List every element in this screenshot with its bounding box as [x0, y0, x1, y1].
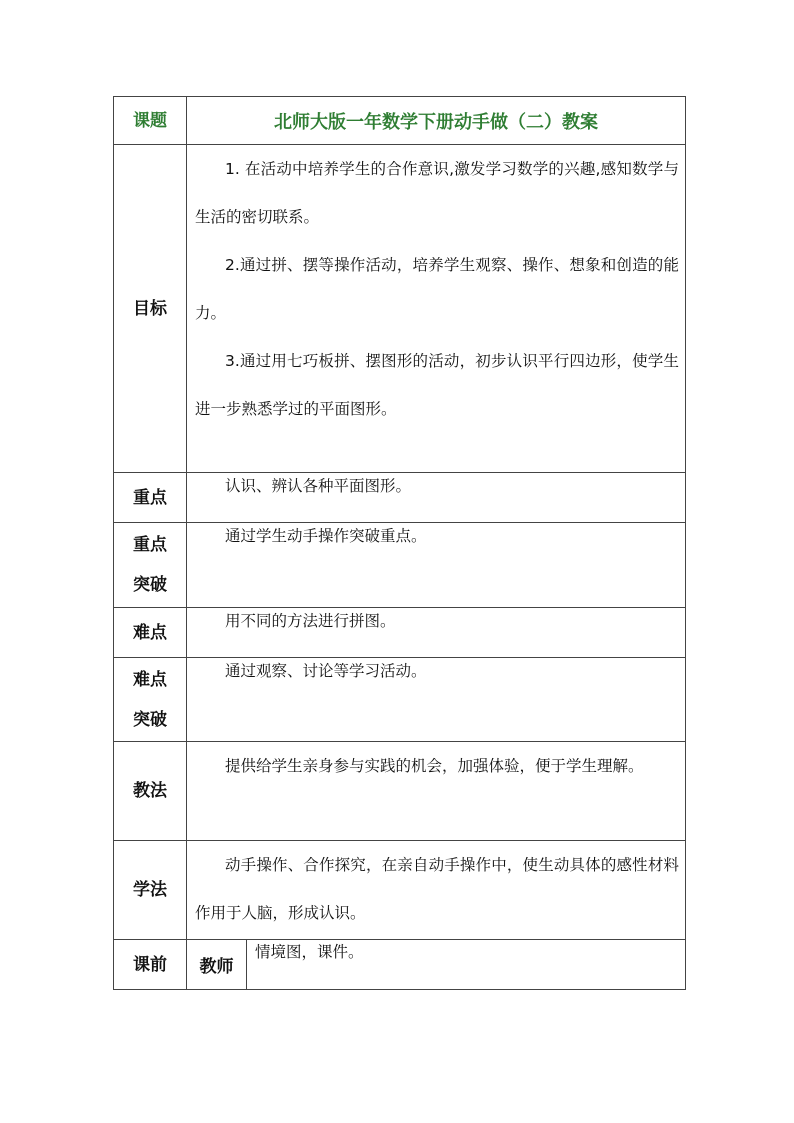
teaching-method-content: [187, 742, 686, 841]
key-breakthrough-label-line2: 突破: [133, 575, 167, 595]
difficulty-text: 用不同的方法进行拼图。: [225, 612, 396, 630]
learning-method-text: 动手操作、合作探究，在亲自动手操作中，使生动具体的感性材料作用于人脑，形成认识。: [195, 856, 679, 922]
learning-method-label: 学法: [114, 841, 187, 940]
difficulty-content: [187, 608, 686, 658]
topic-label: 课题: [114, 97, 187, 145]
difficulty-breakthrough-label-line2: 突破: [133, 709, 167, 730]
header-row: [114, 97, 686, 145]
pre-class-label: 课前: [114, 940, 187, 990]
key-point-content: [187, 473, 686, 523]
difficulty-label: 难点: [114, 608, 187, 658]
teaching-method-text: 提供给学生亲身参与实践的机会，加强体验，便于学生理解。: [225, 757, 644, 775]
key-breakthrough-label-line1: 重点: [133, 535, 167, 555]
key-breakthrough-label: [114, 523, 187, 608]
pre-class-text: 情境图，课件。: [255, 943, 364, 961]
key-breakthrough-row: [114, 523, 686, 608]
teaching-method-row: [114, 742, 686, 841]
key-point-text: 认识、辨认各种平面图形。: [225, 477, 412, 495]
teaching-method-label: 教法: [114, 742, 187, 841]
key-breakthrough-content: [187, 523, 686, 608]
goal-item-3: 3.通过用七巧板拼、摆图形的活动，初步认识平行四边形，使学生进一步熟悉学过的平面图形。: [195, 352, 679, 418]
goals-content: [187, 145, 686, 473]
key-point-label: 重点: [114, 473, 187, 523]
lesson-title: 北师大版一年数学下册动手做（二）教案: [187, 97, 686, 145]
difficulty-breakthrough-row: [114, 658, 686, 742]
difficulty-breakthrough-content: [187, 658, 686, 742]
learning-method-row: [114, 841, 686, 940]
difficulty-breakthrough-label-line1: 难点: [133, 669, 167, 690]
lesson-plan-table: [113, 96, 686, 990]
pre-class-row: [114, 940, 686, 990]
key-breakthrough-text: 通过学生动手操作突破重点。: [225, 527, 427, 545]
difficulty-breakthrough-text: 通过观察、讨论等学习活动。: [225, 662, 427, 680]
goals-row: [114, 145, 686, 473]
goals-label: 目标: [114, 145, 187, 473]
teacher-label: 教师: [187, 940, 247, 990]
learning-method-content: [187, 841, 686, 940]
goal-item-2: 2.通过拼、摆等操作活动，培养学生观察、操作、想象和创造的能力。: [195, 256, 679, 322]
pre-class-content: [247, 940, 686, 990]
key-point-row: [114, 473, 686, 523]
goal-item-1: 1. 在活动中培养学生的合作意识,激发学习数学的兴趣,感知数学与生活的密切联系。: [195, 160, 679, 226]
difficulty-breakthrough-label: [114, 658, 187, 742]
difficulty-row: [114, 608, 686, 658]
